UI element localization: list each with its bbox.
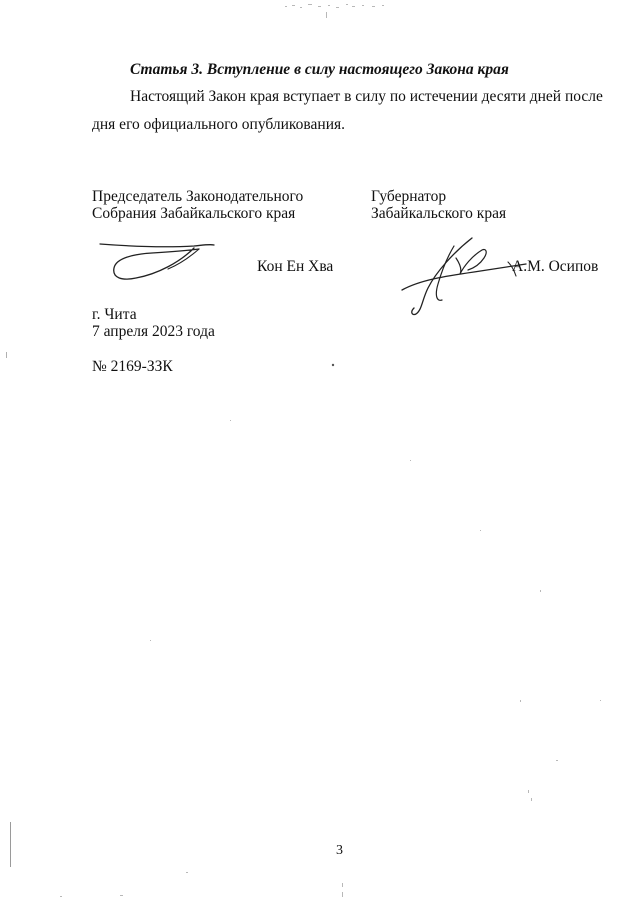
left-signatory-title-line-1: Председатель Законодательного xyxy=(92,188,304,205)
right-signatory-name: А.М. Осипов xyxy=(512,258,599,275)
left-signature-icon xyxy=(96,236,216,286)
article-heading: Статья 3. Вступление в силу настоящего Закона края xyxy=(130,61,509,78)
signing-place: г. Чита xyxy=(92,306,137,323)
article-paragraph-line-2: дня его официального опубликования. xyxy=(92,116,346,133)
right-signature-icon xyxy=(398,232,530,318)
signing-date: 7 апреля 2023 года xyxy=(92,323,215,340)
article-paragraph-line-1: Настоящий Закон края вступает в силу по истечении десяти дней после xyxy=(130,88,603,105)
right-signatory-title-line-1: Губернатор xyxy=(371,188,447,205)
left-signatory-title-line-2: Собрания Забайкальского края xyxy=(92,205,296,222)
law-number: № 2169-ЗЗК xyxy=(92,358,173,375)
right-signatory-title-line-2: Забайкальского края xyxy=(371,205,507,222)
left-signatory-name: Кон Ен Хва xyxy=(257,258,334,275)
page-number: 3 xyxy=(336,843,343,858)
